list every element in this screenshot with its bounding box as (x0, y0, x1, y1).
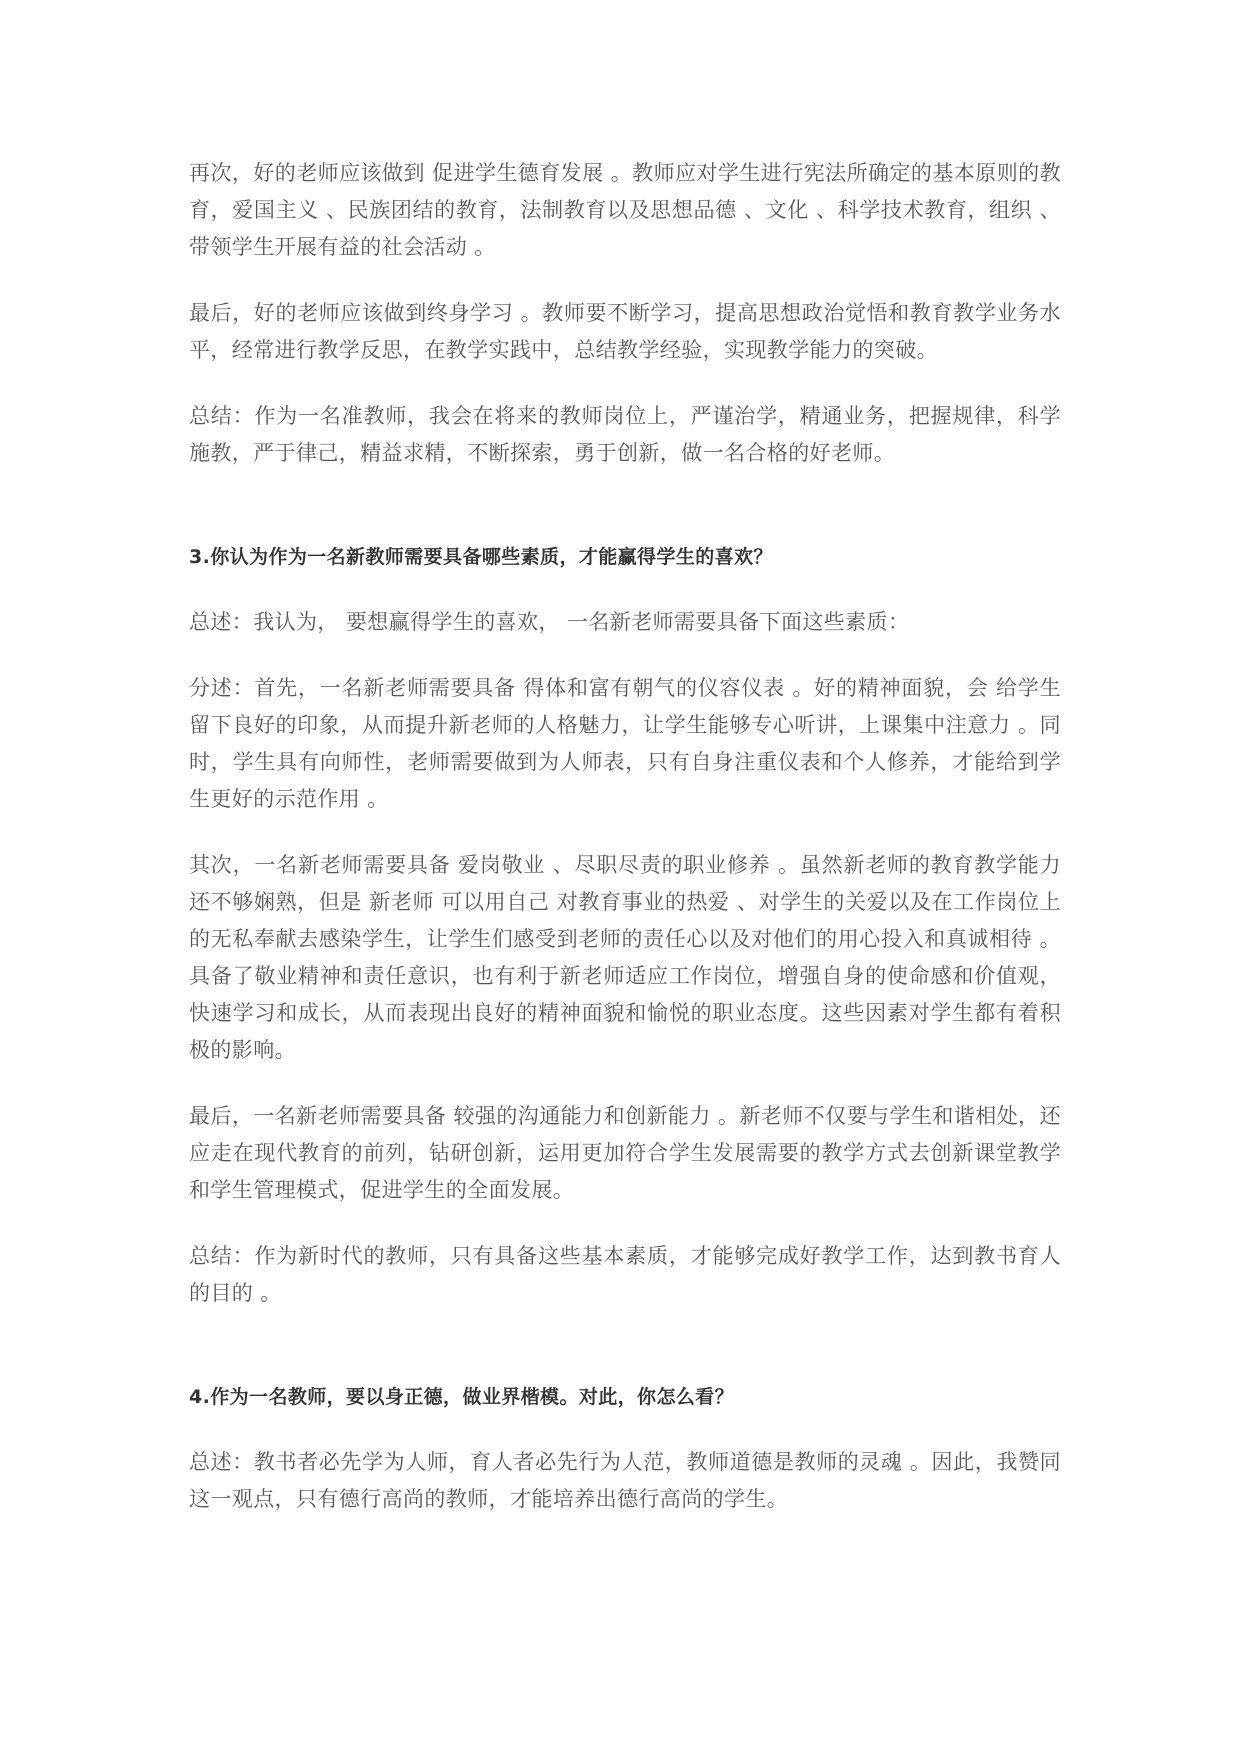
question-heading-4: 4.作为一名教师，要以身正德，做业界楷模。对此，你怎么看？ (189, 1386, 735, 1408)
paragraph-point-appearance: 分述：首先，一名新老师需要具备 得体和富有朝气的仪容仪表 。好的精神面貌，会 给学生留下良好的印象，从而提升新老师的人格魅力，让学生能够专心听讲，上课集中注意力 。同时，学生具有向师性，老师需要做到为人师表，只有自身注重仪表和个人修养，才能给到学生更好的示范作用 。 (189, 676, 1061, 811)
document-page (189, 155, 1061, 1547)
paragraph-summary-1: 总结：作为一名准教师，我会在将来的教师岗位上，严谨治学，精通业务，把握规律，科学施教，严于律己，精益求精，不断探索，勇于创新，做一名合格的好老师。 (189, 404, 1061, 465)
question-heading-3: 3.你认为作为一名新教师需要具备哪些素质，才能赢得学生的喜欢？ (189, 546, 773, 568)
paragraph-overview-4: 总述：教书者必先学为人师，育人者必先行为人范，教师道德是教师的灵魂 。因此，我赞同这一观点，只有德行高尚的教师，才能培养出德行高尚的学生。 (189, 1450, 1061, 1511)
paragraph-lifelong-learning: 最后，好的老师应该做到终身学习 。教师要不断学习，提高思想政治觉悟和教育教学业务水平，经常进行教学反思，在教学实践中，总结教学经验，实现教学能力的突破。 (189, 301, 1061, 362)
paragraph-summary-3: 总结：作为新时代的教师，只有具备这些基本素质，才能够完成好教学工作，达到教书育人的目的 。 (189, 1244, 1061, 1305)
paragraph-point-communication: 最后，一名新老师需要具备 较强的沟通能力和创新能力 。新老师不仅要与学生和谐相处，还应走在现代教育的前列，钻研创新，运用更加符合学生发展需要的教学方式去创新课堂教学和学生管理模式，促进学生的全面发展。 (189, 1104, 1061, 1202)
paragraph-point-dedication: 其次，一名新老师需要具备 爱岗敬业 、尽职尽责的职业修养 。虽然新老师的教育教学能力还不够娴熟，但是 新老师 可以用自己 对教育事业的热爱 、对学生的关爱以及在工作岗位上的无私奉献去感染学生，让学生们感受到老师的责任心以及对他们的用心投入和真诚相待 。具备了敬业精神和责任意识，也有利于新老师适应工作岗位，增强自身的使命感和价值观，快速学习和成长，从而表现出良好的精神面貌和愉悦的职业态度。这些因素对学生都有着积极的影响。 (189, 853, 1061, 1062)
paragraph-moral-education: 再次，好的老师应该做到 促进学生德育发展 。教师应对学生进行宪法所确定的基本原则的教育，爱国主义 、民族团结的教育，法制教育以及思想品德 、文化 、科学技术教育，组织 、带领学生开展有益的社会活动 。 (189, 161, 1061, 259)
paragraph-overview-3: 总述：我认为， 要想赢得学生的喜欢， 一名新老师需要具备下面这些素质： (189, 610, 910, 634)
